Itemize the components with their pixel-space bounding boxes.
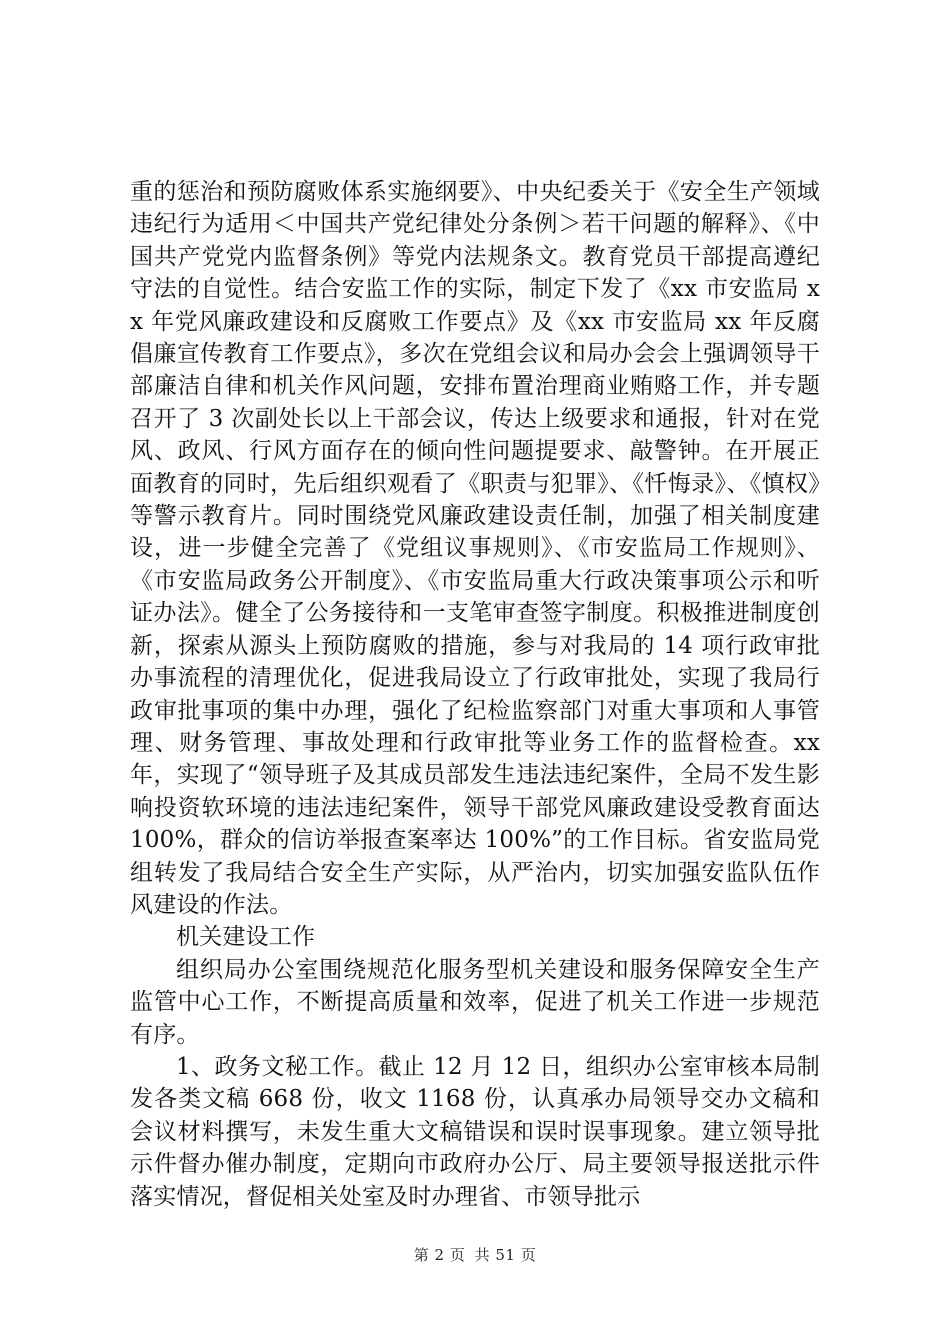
section-heading: 机关建设工作 [176, 924, 316, 951]
document-body [130, 176, 820, 1213]
body-paragraph-3: 1、政务文秘工作。截止 12 月 12 日，组织办公室审核本局制发各类文稿 668 份，收文 1168 份，认真承办局领导交办文稿和会议材料撰写，未发生重大文稿错误和误时误事现象。建立领导批示件督办催办制度，定期向市政府办公厅、局主要领导报送批示件落实情况，督促相关处室及时办理省、市领导批示 [130, 1053, 820, 1210]
body-paragraph-2: 组织局办公室围绕规范化服务型机关建设和服务保障安全生产监管中心工作，不断提高质量和效率，促进了机关工作进一步规范有序。 [130, 956, 820, 1048]
page-number: 第 2 页 [413, 1246, 466, 1264]
body-paragraph-1: 重的惩治和预防腐败体系实施纲要》、中央纪委关于《安全生产领域违纪行为适用＜中国共产党纪律处分条例＞若干问题的解释》、《中国共产党党内监督条例》等党内法规条文。教育党员干部提高遵纪守法的自觉性。结合安监工作的实际，制定下发了《xx 市安监局 xx 年党风廉政建设和反腐败工作要点》及《xx 市安监局 xx 年反腐倡廉宣传教育工作要点》，多次在党组会议和局办会会上强调领导干部廉洁自律和机关作风问题，安排布置治理商业贿赂工作，并专题召开了 3 次副处长以上干部会议，传达上级要求和通报，针对在党风、政风、行风方面存在的倾向性问题提要求、敲警钟。在开展正面教育的同时，先后组织观看了《职责与犯罪》、《忏悔录》、《慎权》等警示教育片。同时围绕党风廉政建设责任制，加强了相关制度建设，进一步健全完善了《党组议事规则》、《市安监局工作规则》、《市安监局政务公开制度》、《市安监局重大行政决策事项公示和听证办法》。健全了公务接待和一支笔审查签字制度。积极推进制度创新，探索从源头上预防腐败的措施，参与对我局的 14 项行政审批办事流程的清理优化，促进我局设立了行政审批处，实现了我局行政审批事项的集中办理，强化了纪检监察部门对重大事项和人事管理、财务管理、事故处理和行政审批等业务工作的监督检查。xx 年，实现了“领导班子及其成员部发生违法违纪案件，全局不发生影响投资软环境的违法违纪案件，领导干部党风廉政建设受教育面达 100%，群众的信访举报查案率达 100%”的工作目标。省安监局党组转发了我局结合安全生产实际，从严治内，切实加强安监队伍作风建设的作法。 [130, 179, 820, 918]
page-footer [0, 1244, 950, 1265]
total-pages: 共 51 页 [474, 1246, 537, 1264]
